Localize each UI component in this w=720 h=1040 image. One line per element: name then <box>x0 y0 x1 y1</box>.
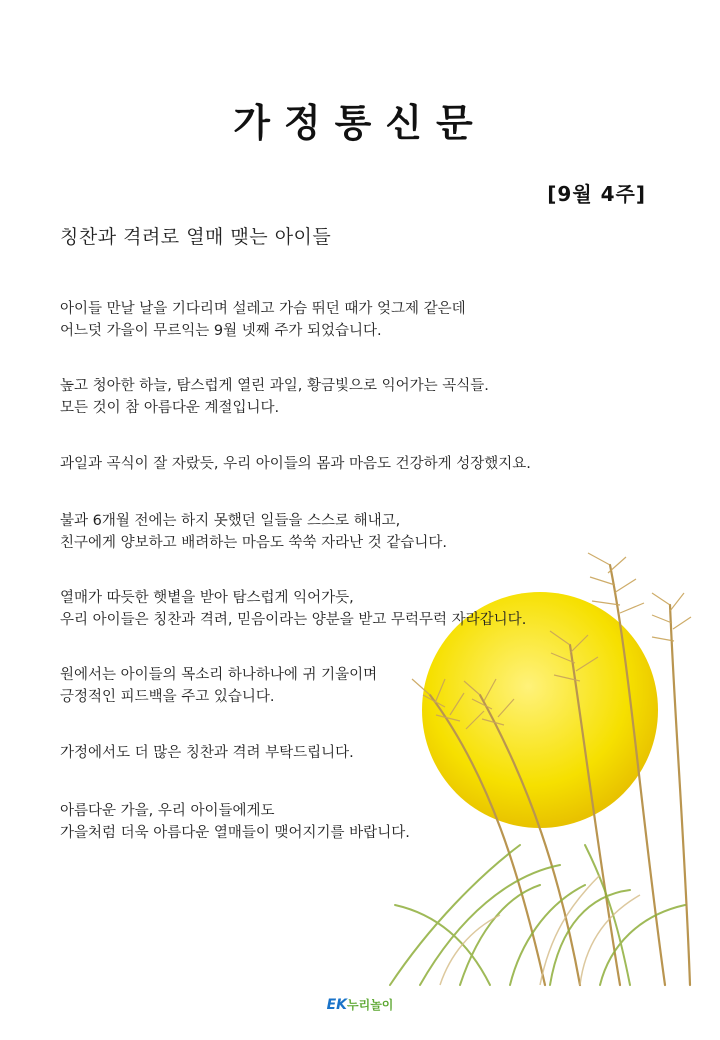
paragraph-line: 모든 것이 참 아름다운 계절입니다. <box>60 400 280 416</box>
paragraph-line: 아름다운 가을, 우리 아이들에게도 <box>60 803 275 819</box>
paragraph-line: 가을처럼 더욱 아름다운 열매들이 맺어지기를 바랍니다. <box>60 825 410 841</box>
paragraph-line: 긍정적인 피드백을 주고 있습니다. <box>60 689 275 705</box>
paragraph-3 <box>60 453 531 475</box>
logo-ek: EK <box>326 997 348 1013</box>
document-title: 가정통신문 <box>233 101 487 145</box>
logo-text: 누리놀이 <box>347 998 394 1012</box>
paragraph-line: 열매가 따듯한 햇볕을 받아 탐스럽게 익어가듯, <box>60 590 354 606</box>
paragraph-8 <box>60 800 410 844</box>
paragraph-1 <box>60 298 466 342</box>
document-subtitle: 칭찬과 격려로 열매 맺는 아이들 <box>60 226 332 248</box>
footer-logo <box>0 996 720 1013</box>
paragraph-line: 불과 6개월 전에는 하지 못했던 일들을 스스로 해내고, <box>60 513 401 529</box>
paragraph-line: 가정에서도 더 많은 칭찬과 격려 부탁드립니다. <box>60 745 354 761</box>
paragraph-5 <box>60 587 526 631</box>
paragraph-line: 우리 아이들은 칭찬과 격려, 믿음이라는 양분을 받고 무럭무럭 자라갑니다. <box>60 612 527 628</box>
paragraph-line: 친구에게 양보하고 배려하는 마음도 쑥쑥 자라난 것 같습니다. <box>60 535 448 551</box>
paragraph-line: 원에서는 아이들의 목소리 하나하나에 귀 기울이며 <box>60 667 378 683</box>
paragraph-2 <box>60 375 489 419</box>
paragraph-7 <box>60 742 354 764</box>
paragraph-line: 어느덧 가을이 무르익는 9월 넷째 주가 되었습니다. <box>60 323 382 339</box>
grass-blades <box>390 845 685 985</box>
week-label: [9월 4주] <box>547 182 646 206</box>
paragraph-6 <box>60 664 377 708</box>
paragraph-line: 높고 청아한 하늘, 탐스럽게 열린 과일, 황금빛으로 익어가는 곡식들. <box>60 378 489 394</box>
paragraph-line: 아이들 만날 날을 기다리며 설레고 가슴 뛰던 때가 엊그제 같은데 <box>60 301 466 317</box>
paragraph-4 <box>60 510 447 554</box>
dry-grass <box>440 875 640 985</box>
paragraph-line: 과일과 곡식이 잘 자랐듯, 우리 아이들의 몸과 마음도 건강하게 성장했지요. <box>60 456 531 472</box>
